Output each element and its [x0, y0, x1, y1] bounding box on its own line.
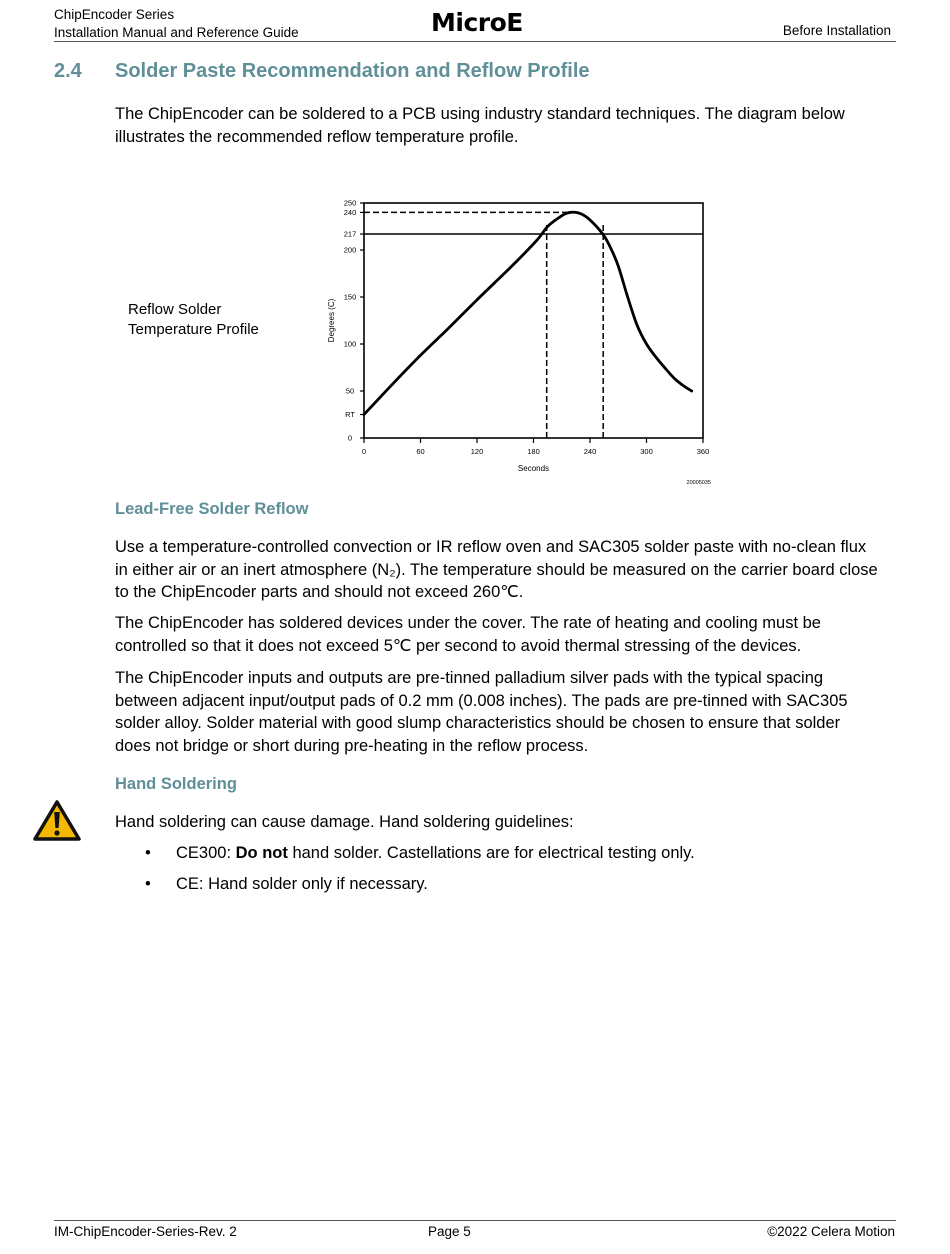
lead-free-paragraph-2 — [115, 612, 900, 657]
y-tick-label: 100 — [343, 339, 357, 349]
temperature-curve — [364, 212, 692, 414]
header-series: ChipEncoder Series — [54, 7, 175, 22]
paragraph-line: solder alloy. Solder material with good slump characteristics should be chosen to ensure that solder — [115, 714, 841, 732]
y-tick-label: RT — [345, 410, 355, 419]
section-number: 2.4 — [54, 60, 82, 82]
warning-triangle-icon — [32, 799, 82, 843]
section-title: Solder Paste Recommendation and Reflow Profile — [115, 60, 590, 82]
header-left — [54, 6, 299, 42]
paragraph-line: in either air or an inert atmosphere (N₂). The temperature should be measured on the carrier board close — [115, 560, 878, 579]
plot-frame — [364, 203, 703, 438]
figure-code: 20005035 — [686, 480, 711, 486]
microe-logo: MicroE — [431, 8, 523, 37]
intro-line: illustrates the recommended reflow temperature profile. — [115, 127, 519, 146]
header-guide: Installation Manual and Reference Guide — [54, 25, 299, 40]
bullet-emphasis: Do not — [235, 844, 288, 862]
x-tick-label: 120 — [470, 447, 484, 456]
x-tick-label: 180 — [527, 447, 540, 456]
x-tick-label: 0 — [361, 447, 367, 456]
figure-label-line: Temperature Profile — [128, 321, 259, 338]
hand-soldering-heading: Hand Soldering — [115, 775, 237, 793]
intro-line: The ChipEncoder can be soldered to a PCB using industry standard techniques. The diagram below — [115, 105, 845, 123]
header-section: Before Installation — [782, 23, 891, 38]
paragraph-line: The ChipEncoder has soldered devices under the cover. The rate of heating and cooling must be — [115, 614, 821, 632]
y-tick-label: 0 — [347, 433, 353, 443]
y-tick-label: 200 — [343, 245, 357, 255]
y-tick-label: 250 — [343, 198, 357, 208]
y-tick-label: 217 — [343, 229, 357, 239]
paragraph-line: to the ChipEncoder parts and should not exceed 260℃. — [115, 583, 524, 601]
x-tick-label: 240 — [583, 447, 597, 456]
bullet-marker: • — [145, 844, 151, 862]
bullet-ce: CE: Hand solder only if necessary. — [176, 875, 428, 893]
lead-free-paragraph-3 — [115, 667, 900, 757]
y-tick-label: 150 — [343, 292, 357, 302]
footer-page-number: Page 5 — [428, 1224, 471, 1239]
bullet-marker: • — [145, 875, 151, 893]
x-tick-label: 60 — [416, 447, 425, 456]
bullet-ce300 — [176, 844, 695, 863]
paragraph-line: The ChipEncoder inputs and outputs are pre-tinned palladium silver pads with the typical spacing — [115, 669, 824, 687]
reflow-profile-chart — [320, 193, 720, 493]
paragraph-line: does not bridge or short during pre-heating in the reflow process. — [115, 736, 589, 755]
x-axis-label: Seconds — [517, 464, 550, 473]
footer-copyright: ©2022 Celera Motion — [767, 1224, 895, 1239]
header-rule — [54, 41, 896, 42]
lead-free-paragraph-1 — [115, 536, 900, 604]
paragraph-line: controlled so that it does not exceed 5℃ per second to avoid thermal stressing of the devices. — [115, 636, 802, 655]
y-tick-label: 50 — [345, 386, 355, 396]
bullet-prefix: CE300: — [176, 844, 236, 862]
y-tick-label: 240 — [343, 207, 357, 217]
bullet-rest: hand solder. Castellations are for electrical testing only. — [287, 844, 695, 862]
figure-label-line: Reflow Solder — [128, 301, 222, 318]
intro-paragraph — [115, 103, 900, 148]
footer-doc-id: IM-ChipEncoder-Series-Rev. 2 — [54, 1224, 237, 1239]
hand-soldering-intro: Hand soldering can cause damage. Hand soldering guidelines: — [115, 813, 574, 831]
figure-label — [128, 300, 259, 340]
x-tick-label: 360 — [696, 447, 710, 456]
paragraph-line: Use a temperature-controlled convection or IR reflow oven and SAC305 solder paste with no-clean flux — [115, 538, 867, 556]
lead-free-heading: Lead-Free Solder Reflow — [115, 500, 309, 518]
footer-rule — [54, 1220, 896, 1221]
x-tick-label: 300 — [640, 447, 653, 456]
paragraph-line: between adjacent input/output pads of 0.2 mm (0.008 inches). The pads are pre-tinned with SAC305 — [115, 691, 848, 710]
y-axis-label: Degrees (C) — [327, 298, 336, 343]
